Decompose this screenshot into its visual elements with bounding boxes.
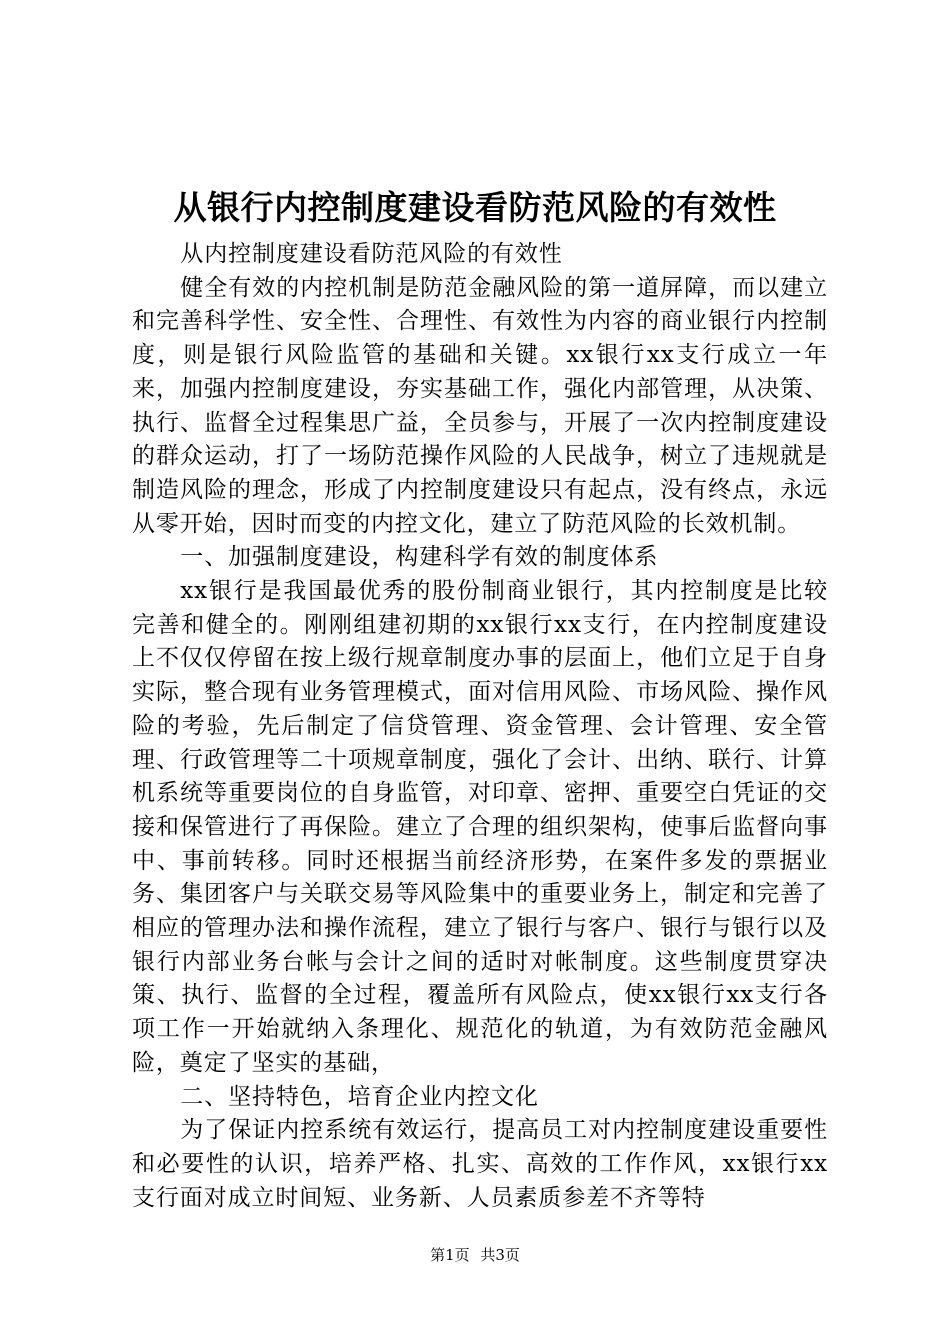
paragraph-section-2: 为了保证内控系统有效运行，提高员工对内控制度建设重要性和必要性的认识，培养严格、扎实、高效的工作作风，xx银行xx支行面对成立时间短、业务新、人员素质参差不齐等特 [132, 1117, 828, 1211]
section-heading-1: 一、加强制度建设，构建科学有效的制度体系 [180, 544, 659, 571]
page-number: 第1页 [430, 1246, 470, 1264]
paragraph-intro: 健全有效的内控机制是防范金融风险的第一道屏障，而以建立和完善科学性、安全性、合理性、有效性为内容的商业银行内控制度，则是银行风险监管的基础和关键。xx银行xx支行成立一年来，加强内控制度建设，夯实基础工作，强化内部管理，从决策、执行、监督全过程集思广益，全员参与，开展了一次内控制度建设的群众运动，打了一场防范操作风险的人民战争，树立了违规就是制造风险的理念，形成了内控制度建设只有起点，没有终点，永远从零开始，因时而变的内控文化，建立了防范风险的长效机制。 [132, 274, 828, 537]
page-footer [0, 1244, 950, 1266]
section-heading-2: 二、坚持特色，培育企业内控文化 [180, 1083, 539, 1110]
paragraph-section-1: xx银行是我国最优秀的股份制商业银行，其内控制度是比较完善和健全的。刚刚组建初期的xx银行xx支行，在内控制度建设上不仅仅停留在按上级行规章制度办事的层面上，他们立足于自身实际，整合现有业务管理模式，面对信用风险、市场风险、操作风险的考验，先后制定了信贷管理、资金管理、会计管理、安全管理、行政管理等二十项规章制度，强化了会计、出纳、联行、计算机系统等重要岗位的自身监管，对印章、密押、重要空白凭证的交接和保管进行了再保险。建立了合理的组织架构，使事后监督向事中、事前转移。同时还根据当前经济形势，在案件多发的票据业务、集团客户与关联交易等风险集中的重要业务上，制定和完善了相应的管理办法和操作流程，建立了银行与客户、银行与银行以及银行内部业务台帐与会计之间的适时对帐制度。这些制度贯穿决策、执行、监督的全过程，覆盖所有风险点，使xx银行xx支行各项工作一开始就纳入条理化、规范化的轨道，为有效防范金融风险，奠定了坚实的基础， [132, 578, 828, 1076]
document-title: 从银行内控制度建设看防范风险的有效性 [173, 188, 777, 227]
document-body [132, 238, 828, 1215]
page-total: 共3页 [480, 1246, 520, 1264]
document-subtitle: 从内控制度建设看防范风险的有效性 [180, 241, 563, 267]
